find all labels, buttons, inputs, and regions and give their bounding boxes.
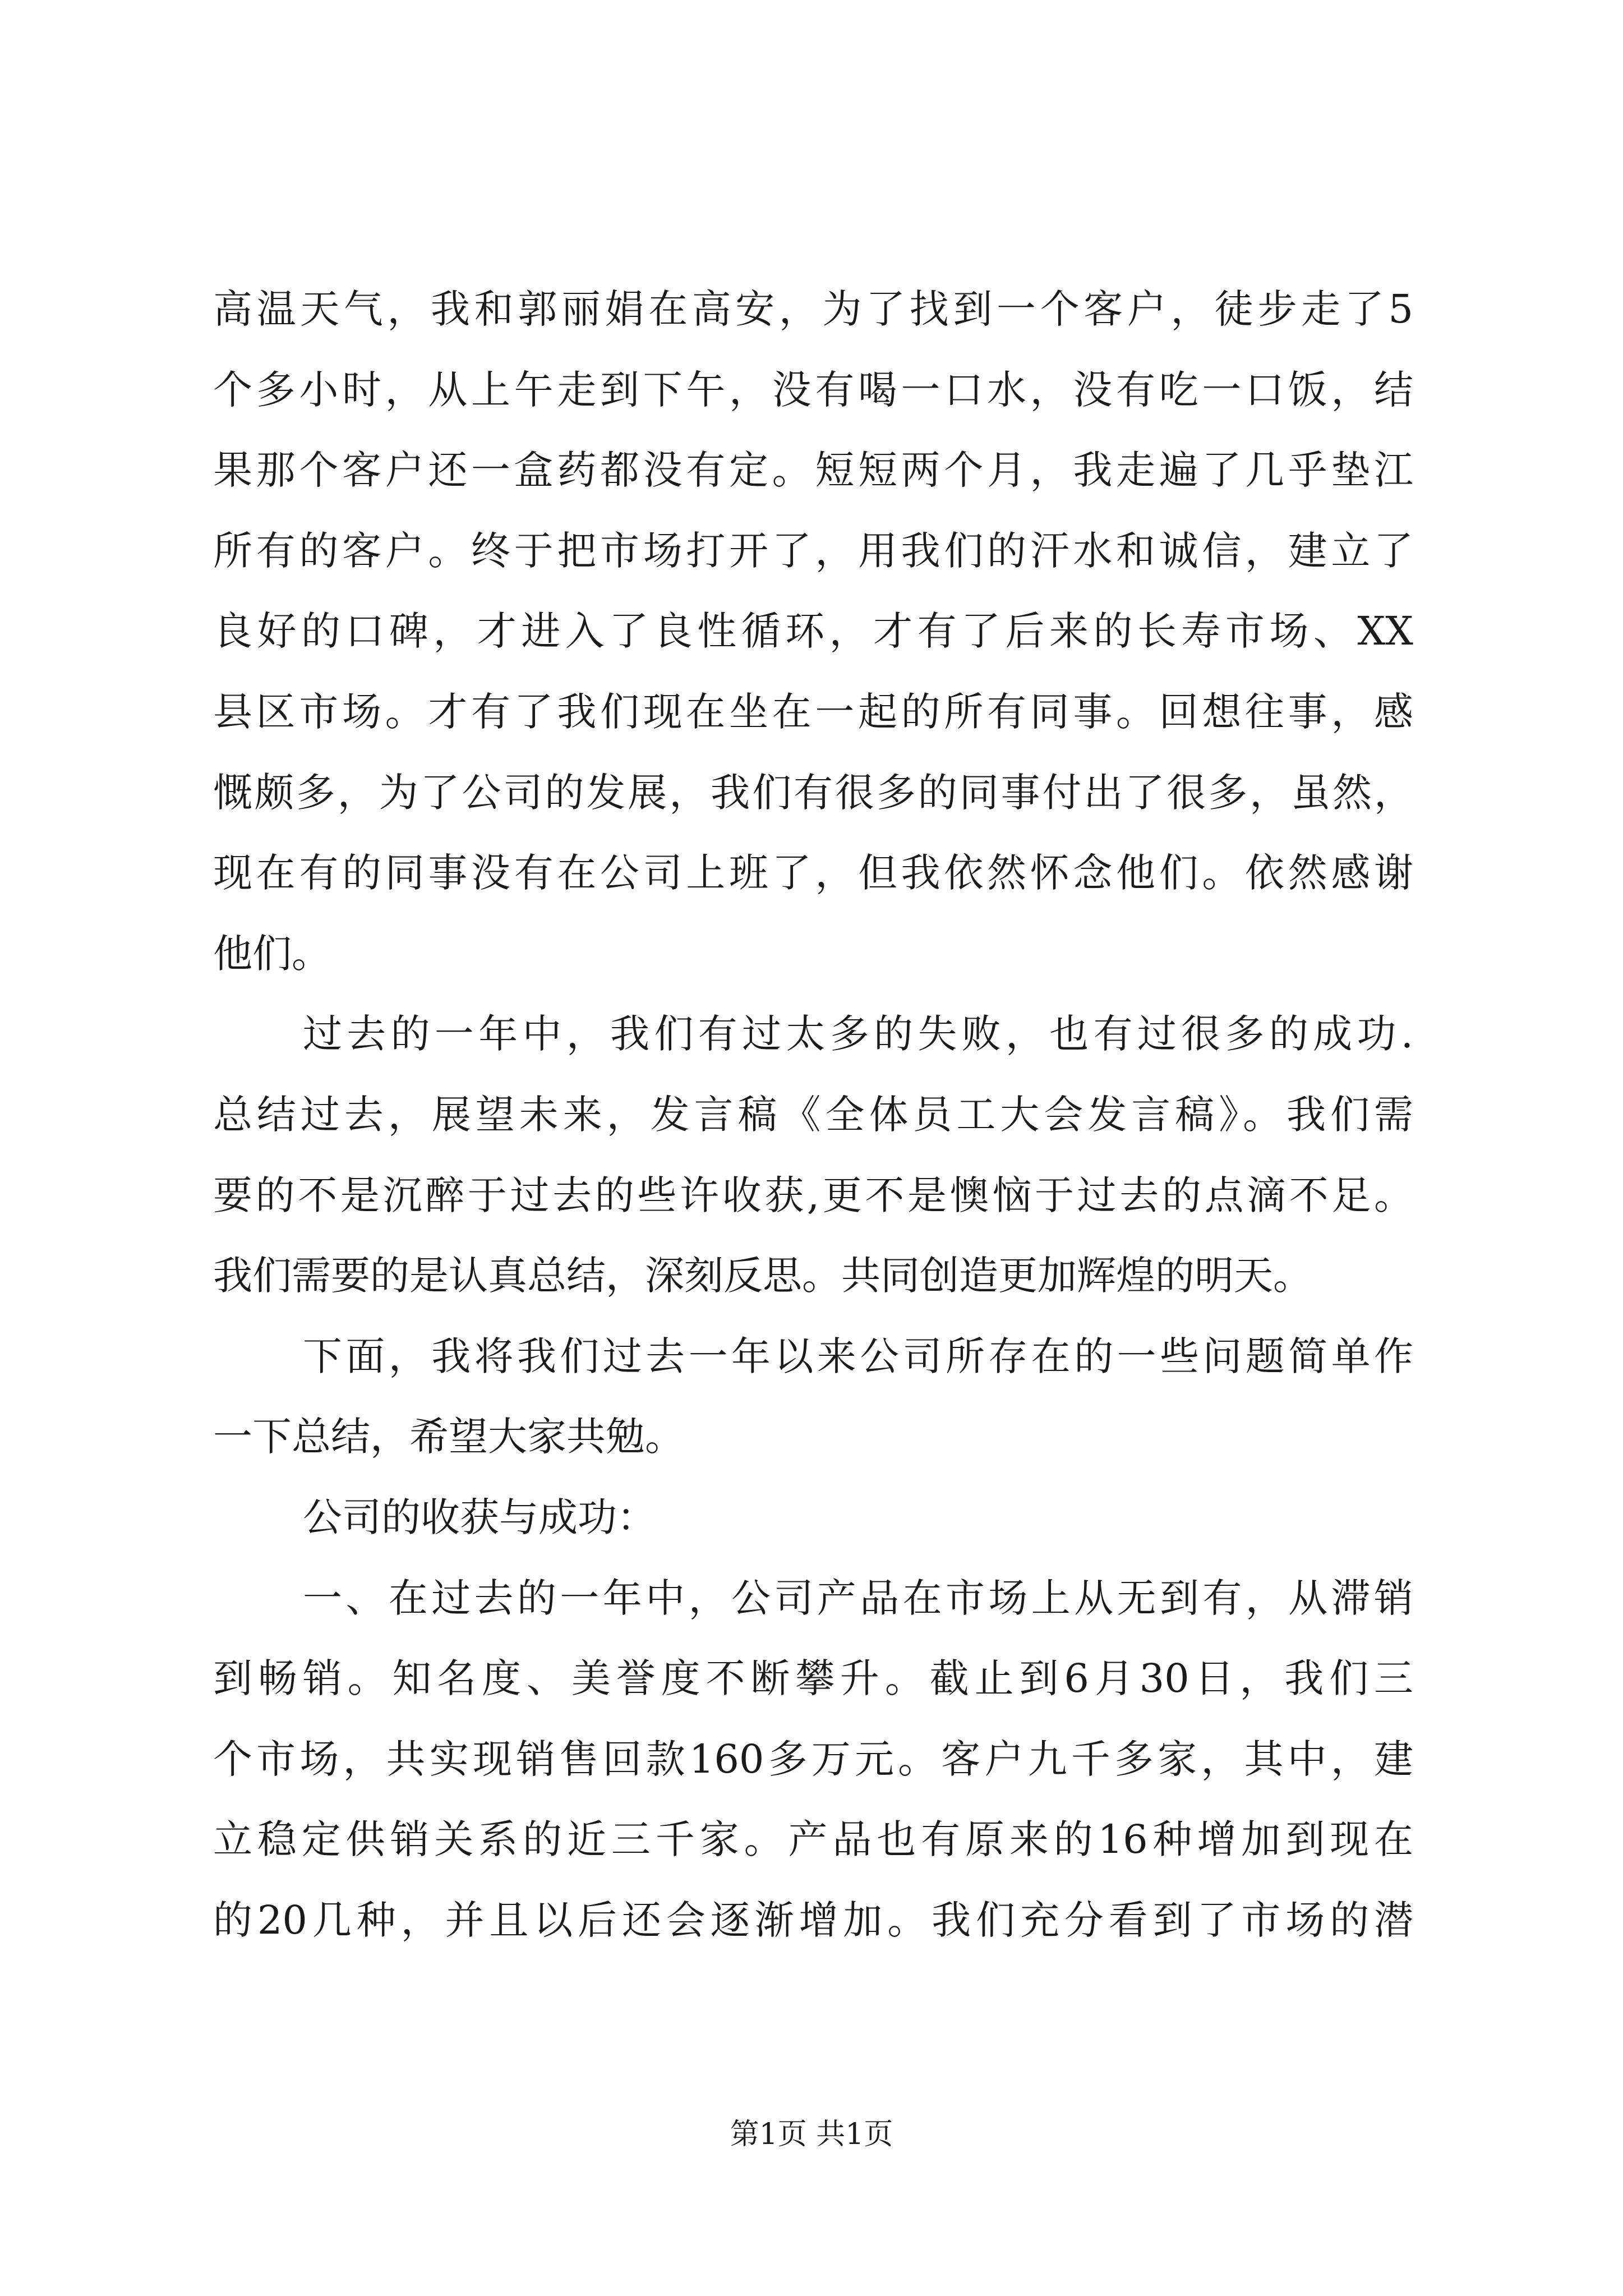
text-line: 他们。 [213,930,331,977]
text-line: 个多小时，从上午走到下午，没有喝一口水，没有吃一口饭，结 [213,366,1413,413]
text-line: 所有的客户。终于把市场打开了，用我们的汗水和诚信，建立了 [213,527,1413,574]
text-line: 的20几种，并且以后还会逐渐增加。我们充分看到了市场的潜 [213,1897,1413,1943]
text-line: 总结过去，展望未来，发言稿《全体员工大会发言稿》。我们需 [213,1091,1413,1138]
text-line: 我们需要的是认真总结，深刻反思。共同创造更加辉煌的明天。 [213,1253,1312,1299]
text-line: 到畅销。知名度、美誉度不断攀升。截止到6月30日，我们三 [213,1655,1413,1702]
text-line: 要的不是沉醉于过去的些许收获,更不是懊恼于过去的点滴不足。 [213,1172,1413,1218]
text-line: 过去的一年中，我们有过太多的失败，也有过很多的成功. [303,1011,1413,1057]
text-line: 慨颇多，为了公司的发展，我们有很多的同事付出了很多，虽然， [213,769,1413,816]
text-line: 果那个客户还一盒药都没有定。短短两个月，我走遍了几乎垫江 [213,447,1413,494]
text-line: 下面，我将我们过去一年以来公司所存在的一些问题简单作 [303,1333,1413,1379]
text-line: 一、在过去的一年中，公司产品在市场上从无到有，从滞销 [303,1575,1413,1621]
text-line: 立稳定供销关系的近三千家。产品也有原来的16种增加到现在 [213,1816,1413,1863]
text-line: 一下总结，希望大家共勉。 [213,1414,684,1460]
text-line: 现在有的同事没有在公司上班了，但我依然怀念他们。依然感谢 [213,850,1413,896]
text-line: 高温天气，我和郭丽娟在高安，为了找到一个客户，徒步走了5 [213,286,1413,332]
page-footer: 第1页 共1页 [730,2118,893,2151]
text-line: 个市场，共实现销售回款160多万元。客户九千多家，其中，建 [213,1736,1413,1782]
document-body [213,269,1413,1961]
text-line: 县区市场。才有了我们现在坐在一起的所有同事。回想往事，感 [213,688,1413,735]
text-line: 公司的收获与成功： [303,1494,656,1540]
text-line: 良好的口碑，才进入了良性循环，才有了后来的长寿市场、XX [213,608,1413,655]
